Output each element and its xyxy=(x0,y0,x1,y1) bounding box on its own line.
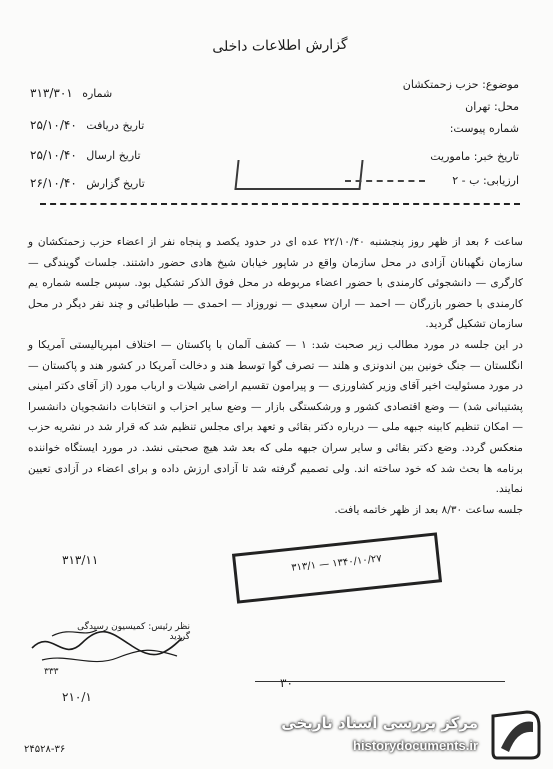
signature-note: نظر رئیس: کمیسیون رسیدگی گردید xyxy=(77,622,190,642)
header-location-value: تهران xyxy=(465,100,491,113)
header-report-date-value: ۲۶/۱۰/۴۰ xyxy=(30,176,77,190)
header-news-date-value: ماموریت xyxy=(430,150,471,163)
watermark-title: مرکز بررسی اسناد تاریخی xyxy=(281,714,478,732)
header-report-date xyxy=(30,176,145,190)
bottom-mark: ۳۰ xyxy=(280,676,293,690)
header-report-date-label: تاریخ گزارش xyxy=(86,177,145,190)
header-news-date-label: تاریخ خبر xyxy=(477,150,519,163)
header-number-value: ۳۱۳/۳۰۱ xyxy=(30,86,73,100)
header-evaluation: ارزیابی: ب - ۲ xyxy=(452,174,519,187)
report-body xyxy=(28,232,523,520)
header-news-date: تاریخ خبر: ماموریت xyxy=(430,150,519,163)
body-paragraph: در این جلسه در مورد مطالب زیر صحبت شد: ۱ — کشف آلمان با پاکستان — اختلاف امپریالیستی آمریکا و انگلستان — جنگ خونین بین اندونزی و هلند — تصرف گوا توسط هند و دخالت آمریکا در کشور هند و پاکستان — در مورد مسئولیت اخیر آقای وزیر کشاورزی — و پیرامون تقسیم اراضی شیلات و ارباب مورد (از آقای دکتر امینی پشتیبانی شد) — وضع اقتصادی کشور و ورشکستگی بازار — وضع سایر احزاب و انتخابات دانشجویان دانشسرا — امکان تنظیم کابینه جبهه ملی — درباره دکتر بقائی و تعهد برای مجلس تنظیم شد که قرار شد در نشریه حزب منعکس گردد. وضع دکتر بقائی و سایر سران جبهه ملی که بعد شد هیچ صحبتی نشد. در مورد ایستگاه خواننده برنامه ها بحث شد که خود ساخته اند. ولی تصمیم گرفته شد تا آزادی ارزش داده و برای اعضاء در آزادی تعیین نمایند. xyxy=(28,338,524,496)
header-divider-line xyxy=(40,203,520,205)
header-location: محل: تهران xyxy=(465,100,519,113)
header-number-label: شماره xyxy=(82,87,113,100)
watermark-url: historydocuments.ir xyxy=(353,738,478,753)
header-sent-value: ۲۵/۱۰/۴۰ xyxy=(30,148,77,162)
registration-stamp-text: ۳۱۳/۱ — ۱۳۴۰/۱۰/۲۷ xyxy=(290,553,383,574)
header-subject: موضوع: حزب زحمتکشان xyxy=(402,78,519,91)
header-attachment-label: شماره پیوست xyxy=(453,122,519,135)
header-sent xyxy=(30,148,141,162)
header-received-value: ۲۵/۱۰/۴۰ xyxy=(30,118,77,132)
archive-logo-icon xyxy=(487,708,545,762)
body-paragraph-closing: جلسه ساعت ۸/۳۰ بعد از ظهر خاتمه یافت. xyxy=(334,503,523,516)
header-sent-label: تاریخ ارسال xyxy=(86,149,141,162)
header-received xyxy=(30,118,144,132)
header-evaluation-label: ارزیابی xyxy=(486,174,519,187)
document-title: گزارش اطلاعات داخلی xyxy=(212,36,348,56)
registration-stamp xyxy=(232,532,442,603)
header-received-label: تاریخ دریافت xyxy=(86,119,145,132)
header-stamp-line xyxy=(345,162,425,182)
header-evaluation-value: ب - ۲ xyxy=(452,174,480,187)
handwritten-number: ۲۱۰/۱ xyxy=(62,690,92,704)
body-paragraph: ساعت ۶ بعد از ظهر روز پنجشنبه ۲۲/۱۰/۴۰ عده ای در حدود یکصد و پنجاه نفر از اعضاء حزب زحمتکشان و سازمان نگهبانان آزادی در محل سازمان واقع در شاپور خیابان شیخ هادی حضور داشتند. جلسات گویندگی — کارگری — دانشجوئی کارمندی با حضور اعضاء مربوطه در محل فوق الذکر تشکیل بود. سپس جلسه شماره یم کارمندی با حضور بازرگان — احمد — اران سعیدی — نوروزاد — احمدی — طباطبائی و چند نفر دیگر در محل سازمان تشکیل گردید. xyxy=(28,236,523,331)
handwritten-number: ۳۱۳/۱۱ xyxy=(62,553,99,567)
archive-number: ۲۴۵۲۸-۳۶ xyxy=(24,744,66,755)
header-attachment: شماره پیوست: xyxy=(449,122,519,135)
header-location-label: محل xyxy=(497,100,519,113)
header-subject-label: موضوع xyxy=(485,78,519,91)
svg-text:۳۳۳: ۳۳۳ xyxy=(44,667,59,677)
header-subject-value: حزب زحمتکشان xyxy=(402,78,479,91)
header-number xyxy=(30,86,112,100)
